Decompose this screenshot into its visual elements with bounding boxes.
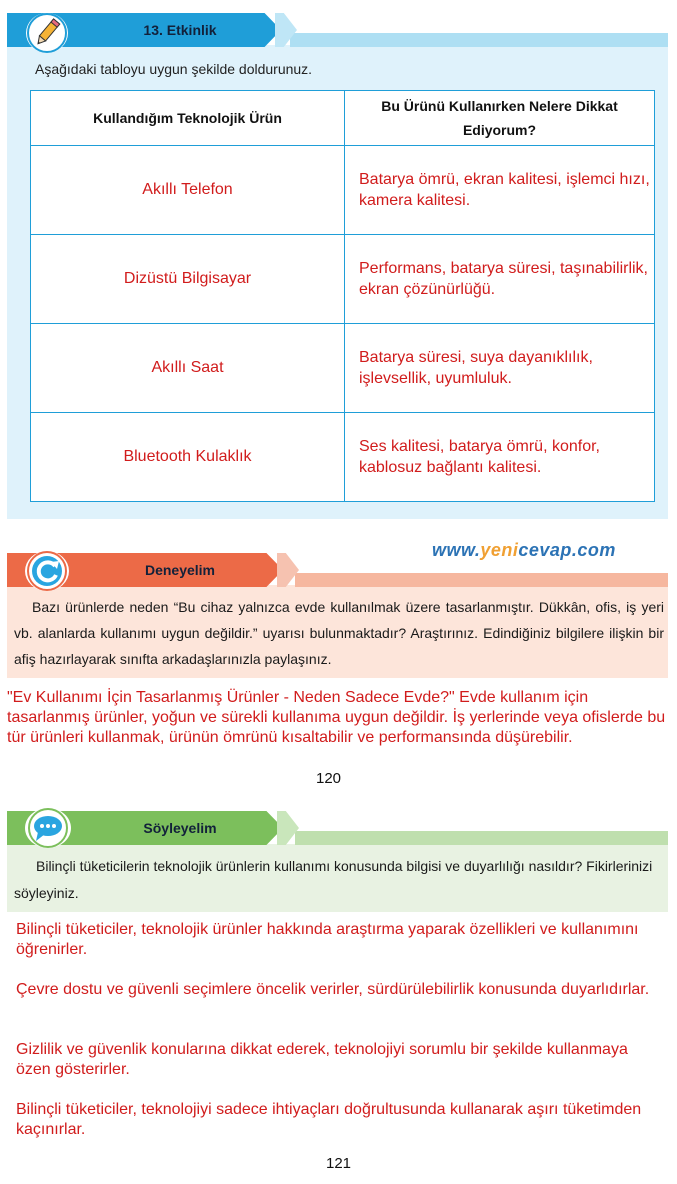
brand-middle: yeni (480, 540, 519, 560)
table-header-row (31, 91, 655, 146)
table-cell-attention: Ses kalitesi, batarya ömrü, konfor, kablosuz bağlantı kalitesi. (345, 413, 655, 502)
soyleyelim-answer: Gizlilik ve güvenlik konularına dikkat ederek, teknolojiyi sorumlu bir şekilde kullanmaya özen gösterirler. (16, 1041, 628, 1078)
table-cell-attention: Batarya süresi, suya dayanıklılık, işlevsellik, uyumluluk. (345, 324, 655, 413)
deneyelim-title: Deneyelim (144, 562, 216, 578)
deneyelim-header-bar (295, 573, 668, 587)
table-cell-product: Bluetooth Kulaklık (31, 413, 345, 502)
brand-watermark (432, 540, 616, 561)
page-number: 121 (325, 1155, 352, 1172)
table-header-product: Kullandığım Teknolojik Ürün (31, 91, 345, 146)
table-cell-product: Akıllı Saat (31, 324, 345, 413)
soyleyelim-prompt: Bilinçli tüketicilerin teknolojik ürünlerin kullanımı konusunda bilgisi ve duyarlılığı nasıldır? Fikirlerinizi söyleyiniz. (14, 858, 653, 901)
soyleyelim-title: Söyleyelim (143, 820, 217, 836)
soyleyelim-header-bar (295, 831, 668, 845)
table-header-attention: Bu Ürünü Kullanırken Nelere Dikkat Ediyorum? (345, 91, 655, 146)
soyleyelim-answer: Bilinçli tüketiciler, teknolojiyi sadece ihtiyaçları doğrultusunda kullanarak aşırı tüketimden kaçınırlar. (16, 1101, 642, 1138)
pencil-icon (26, 13, 68, 53)
table-cell-attention: Batarya ömrü, ekran kalitesi, işlemci hızı, kamera kalitesi. (345, 146, 655, 235)
page-number: 120 (315, 770, 342, 787)
brand-prefix: www. (432, 540, 481, 560)
deneyelim-answer: "Ev Kullanımı İçin Tasarlanmış Ürünler - Neden Sadece Evde?" Evde kullanım için tasarlanmış ürünler, yoğun ve sürekli kullanıma uygun değildir. İş yerlerinde veya ofislerde bu tür ürünleri kullanmak, ürünün ömrünü kısaltabilir ve performansında düşürebilir. (7, 689, 666, 746)
table-row (31, 413, 655, 502)
table-cell-attention: Performans, batarya süresi, taşınabilirlik, ekran çözünürlüğü. (345, 235, 655, 324)
table-cell-product: Akıllı Telefon (31, 146, 345, 235)
etkinlik-instruction: Aşağıdaki tabloyu uygun şekilde doldurunuz. (35, 61, 313, 77)
etkinlik-title: 13. Etkinlik (143, 22, 217, 38)
deneyelim-prompt: Bazı ürünlerde neden “Bu cihaz yalnızca evde kullanılmak üzere tasarlanmıştır. Dükkân, ofis, iş yeri vb. alanlarda kullanımı uygun değildir.” uyarısı bulunmaktadır? Araştırınız. Edindiğiniz bilgilere ilişkin bir afiş hazırlayarak sınıfta arkadaşlarınızla paylaşınız. (14, 599, 664, 667)
table-row (31, 146, 655, 235)
product-table (30, 90, 655, 502)
soyleyelim-answer: Çevre dostu ve güvenli seçimlere öncelik verirler, sürdürülebilirlik konusunda duyarlıdırlar. (16, 981, 650, 998)
table-cell-product: Dizüstü Bilgisayar (31, 235, 345, 324)
speech-bubble-icon (25, 808, 71, 848)
etkinlik-header-bar (290, 33, 668, 47)
table-row (31, 235, 655, 324)
soyleyelim-answer: Bilinçli tüketiciler, teknolojik ürünler hakkında araştırma yaparak özellikleri ve kullanımını öğrenirler. (16, 921, 639, 958)
brand-suffix: cevap.com (518, 540, 616, 560)
table-row (31, 324, 655, 413)
refresh-icon (25, 551, 69, 591)
